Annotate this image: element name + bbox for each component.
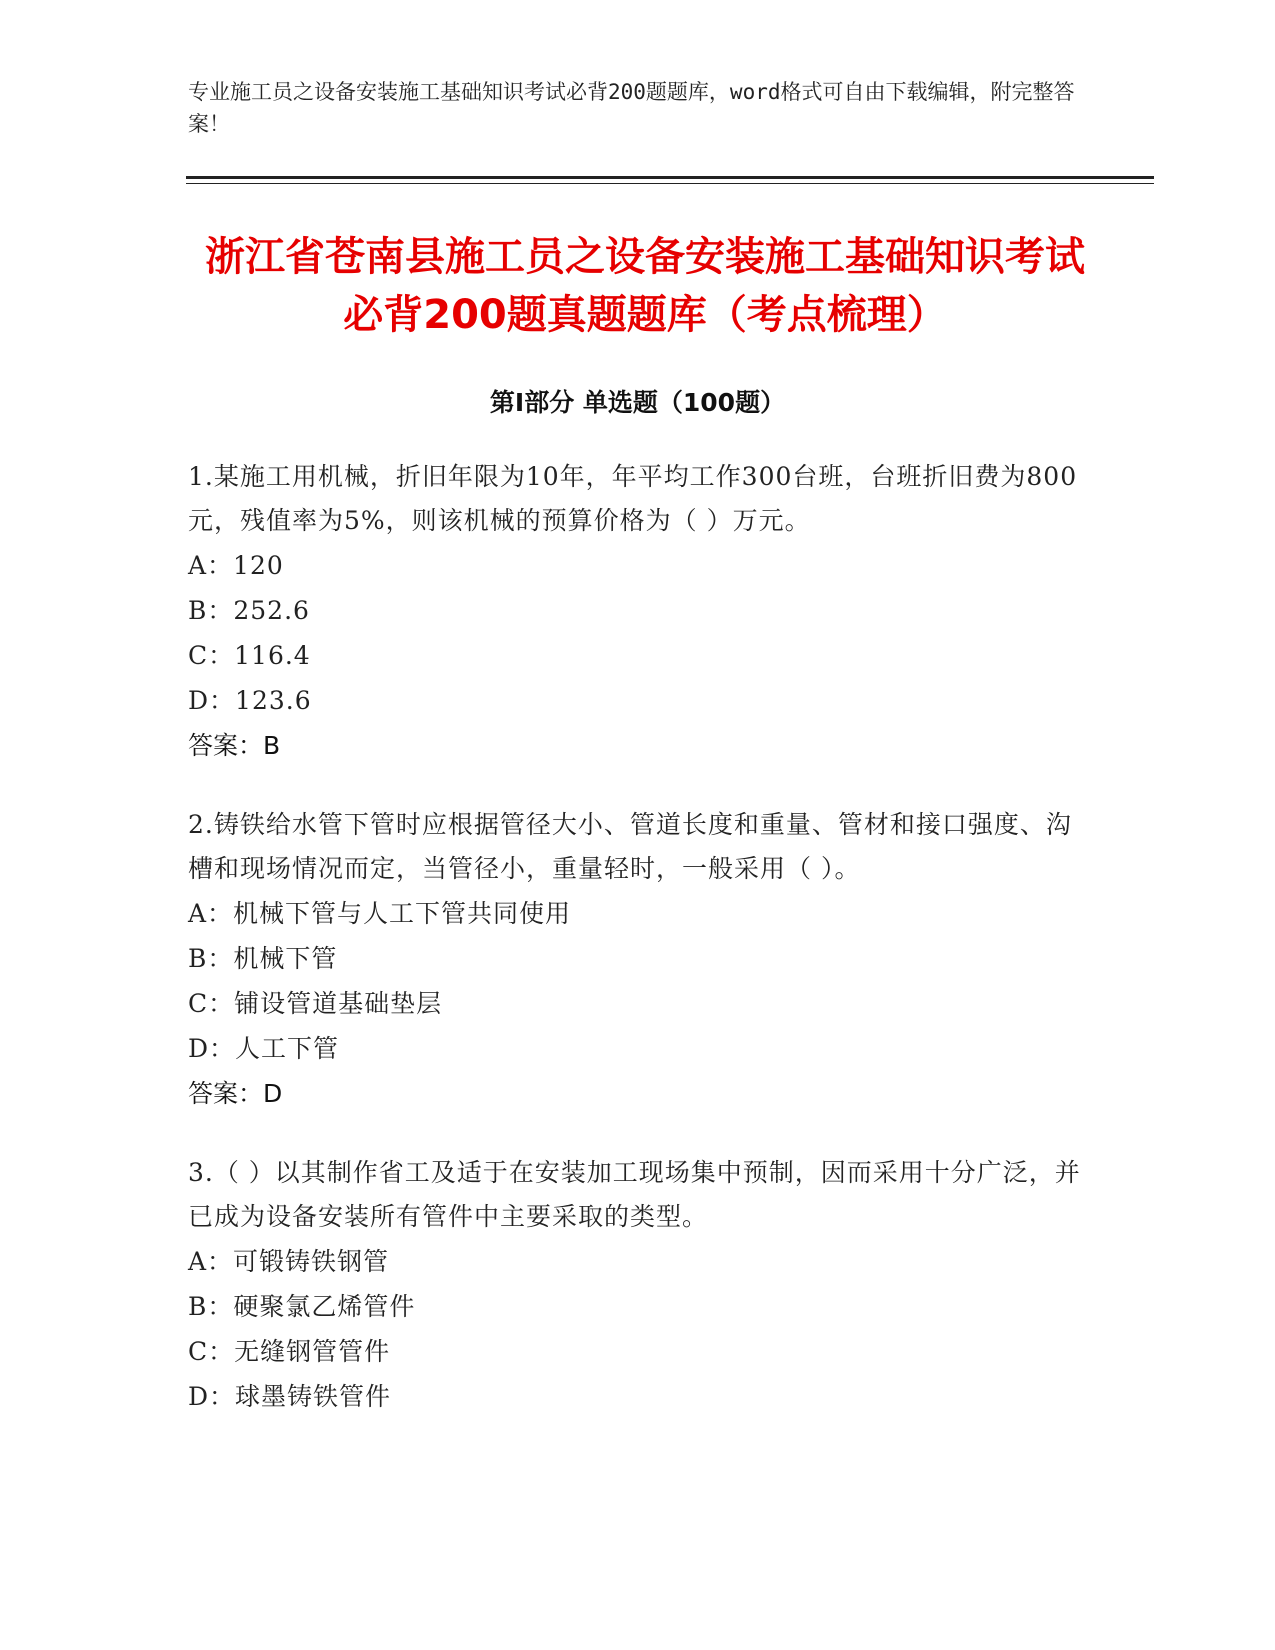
option-d: D：人工下管 xyxy=(188,1034,340,1063)
option-b: B：硬聚氯乙烯管件 xyxy=(188,1292,416,1321)
question-stem: 3.（ ）以其制作省工及适于在安装加工现场集中预制，因而采用十分广泛，并已成为设备安装所有管件中主要采取的类型。 xyxy=(188,1158,1081,1231)
answer: 答案：D xyxy=(188,1079,283,1108)
option-d: D：123.6 xyxy=(188,686,312,715)
option-a: A：机械下管与人工下管共同使用 xyxy=(188,899,572,928)
question-stem: 1.某施工用机械，折旧年限为10年，年平均工作300台班，台班折旧费为800元，残值率为5%，则该机械的预算价格为（ ）万元。 xyxy=(188,462,1078,535)
question-stem: 2.铸铁给水管下管时应根据管径大小、管道长度和重量、管材和接口强度、沟槽和现场情况而定，当管径小，重量轻时，一般采用（ ）。 xyxy=(188,810,1072,883)
question-2 xyxy=(188,803,1088,1116)
option-c: C：无缝钢管管件 xyxy=(188,1337,391,1366)
option-d: D：球墨铸铁管件 xyxy=(188,1382,392,1411)
option-c: C：116.4 xyxy=(188,641,311,670)
option-b: B：机械下管 xyxy=(188,944,338,973)
header-rule-thick xyxy=(186,176,1154,179)
option-b: B：252.6 xyxy=(188,596,310,625)
option-a: A：120 xyxy=(188,551,284,580)
option-c: C：铺设管道基础垫层 xyxy=(188,989,443,1018)
header-rule-thin xyxy=(186,183,1154,184)
document-title: 浙江省苍南县施工员之设备安装施工基础知识考试必背200题真题题库（考点梳理） xyxy=(205,234,1085,338)
section-title: 第Ⅰ部分 单选题（100题） xyxy=(489,388,786,417)
option-a: A：可锻铸铁钢管 xyxy=(188,1247,390,1276)
header-note: 专业施工员之设备安装施工基础知识考试必背200题题库，word格式可自由下载编辑，附完整答案！ xyxy=(188,80,1075,136)
question-3 xyxy=(188,1151,1088,1419)
answer: 答案：B xyxy=(188,731,281,760)
question-1 xyxy=(188,455,1088,768)
